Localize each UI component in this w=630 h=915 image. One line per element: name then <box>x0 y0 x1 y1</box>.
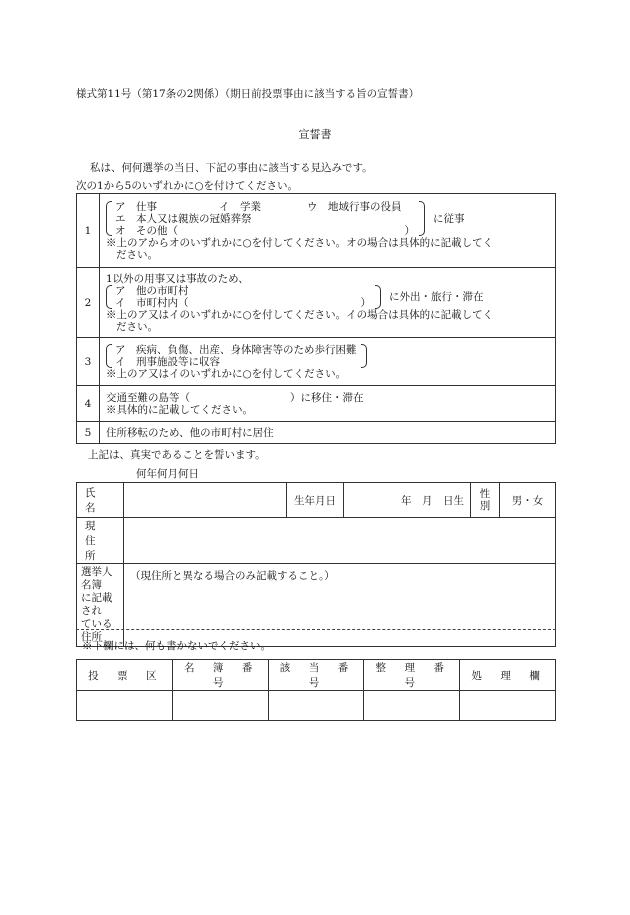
option-a[interactable]: ア 仕事 <box>115 200 157 213</box>
birth-field[interactable]: 年 月 日生 <box>344 483 471 518</box>
option-o[interactable]: オ その他（ <box>115 224 178 237</box>
option-a[interactable]: ア 疾病、負傷、出産、身体障害等のため歩行困難 <box>115 343 357 356</box>
address-label: 現 住 所 <box>77 518 124 564</box>
do-not-write-note: ※下欄には、何も書かないでください。 <box>82 640 271 652</box>
vow-statement: 上記は、真実であることを誓います。 <box>88 449 266 461</box>
office-header-row <box>77 660 556 691</box>
reason-1-note-cont: ださい。 <box>116 248 158 261</box>
reason-row-2 <box>77 268 556 338</box>
col-voting-district: 投 票 区 <box>77 660 173 691</box>
reason-number: 2 <box>77 268 100 338</box>
office-cell <box>172 691 268 721</box>
intro-line-2: 次の1から5のいずれかに○を付けてください。 <box>76 180 299 192</box>
reason-4-suffix: ）に移住・滞在 <box>290 391 364 404</box>
col-processing: 処 理 欄 <box>460 660 556 691</box>
option-e[interactable]: エ 本人又は親族の冠婚葬祭 <box>115 212 252 225</box>
option-a[interactable]: ア 他の市町村 <box>115 284 189 297</box>
label-line-3: ている住所 <box>81 618 113 643</box>
reason-4-line[interactable]: 交通至難の島等（ <box>106 391 190 404</box>
reason-row-4 <box>77 386 556 422</box>
office-cell <box>268 691 364 721</box>
reason-row-3 <box>77 338 556 386</box>
right-bracket <box>375 285 381 309</box>
reason-number: 1 <box>77 194 100 268</box>
reason-1-suffix: に従事 <box>433 212 465 225</box>
label-line-1: 選挙人名簿 <box>81 566 113 591</box>
registered-address-note: （現住所と異なる場合のみ記載すること。） <box>130 570 335 582</box>
close-paren: ） <box>404 224 415 237</box>
option-u[interactable]: ウ 地域行事の役員 <box>307 200 402 213</box>
reason-body <box>100 386 556 422</box>
name-field[interactable] <box>124 483 287 518</box>
reason-1-options <box>106 201 551 237</box>
reason-body <box>100 268 556 338</box>
option-i[interactable]: イ 市町村内（ <box>115 296 189 309</box>
reason-2-options <box>106 285 551 309</box>
reason-number: 3 <box>77 338 100 386</box>
form-header: 様式第11号（第17条の2関係）（期日前投票事由に該当する旨の宣誓書） <box>76 88 420 100</box>
reason-number: 4 <box>77 386 100 422</box>
reason-body[interactable]: 住所移転のため、他の市町村に居住 <box>100 422 556 444</box>
dotted-divider <box>76 629 556 630</box>
option-i[interactable]: イ 刑事施設等に収容 <box>115 355 220 368</box>
document-title: 宣誓書 <box>298 128 332 141</box>
reason-2-note: ※上のア又はイのいずれかに○を付してください。イの場合は具体的に記載してく <box>106 308 494 321</box>
right-bracket <box>419 201 425 236</box>
registered-address-field[interactable] <box>124 564 556 647</box>
office-cell <box>364 691 460 721</box>
address-row <box>77 518 556 564</box>
reason-1-note: ※上のアからオのいずれかに○を付してください。オの場合は具体的に記載してく <box>106 236 494 249</box>
reason-2-note-cont: ださい。 <box>116 320 158 333</box>
reason-2-lead: 1以外の用事又は事故のため、 <box>106 272 249 285</box>
gender-field[interactable]: 男・女 <box>500 483 556 518</box>
reason-body <box>100 194 556 268</box>
gender-label <box>471 483 500 518</box>
reason-body <box>100 338 556 386</box>
reason-2-suffix: に外出・旅行・滞在 <box>389 290 484 303</box>
left-bracket <box>106 201 112 236</box>
intro-line-1: 私は、何何選挙の当日、下記の事由に該当する見込みです。 <box>90 162 373 174</box>
left-bracket <box>106 285 112 309</box>
right-bracket <box>361 344 367 368</box>
col-register-number: 名 簿 番 号 <box>172 660 268 691</box>
reason-number: 5 <box>77 422 100 444</box>
reasons-table <box>76 193 556 444</box>
reason-4-note: ※具体的に記載してください。 <box>106 403 253 416</box>
reason-row-1 <box>77 194 556 268</box>
col-applicable-number: 該 当 番 号 <box>268 660 364 691</box>
office-use-table <box>76 659 556 721</box>
applicant-table <box>76 482 556 647</box>
birth-label: 生年月日 <box>287 483 344 518</box>
office-cell <box>460 691 556 721</box>
name-label: 氏 名 <box>77 483 124 518</box>
col-reference-number: 整 理 番 号 <box>364 660 460 691</box>
left-bracket <box>106 344 112 368</box>
label-line-2: に記載され <box>81 592 113 617</box>
gender-label-1: 性 <box>479 488 491 500</box>
address-field[interactable] <box>124 518 556 564</box>
reason-3-options <box>106 344 551 368</box>
registered-address-label <box>77 564 124 647</box>
option-i[interactable]: イ 学業 <box>219 200 261 213</box>
reason-row-5 <box>77 422 556 444</box>
office-value-row <box>77 691 556 721</box>
name-row <box>77 483 556 518</box>
date-line: 何年何月何日 <box>136 468 199 480</box>
close-paren: ） <box>360 296 371 309</box>
registered-address-row <box>77 564 556 647</box>
reason-3-note: ※上のア又はイのいずれかに○を付してください。 <box>106 367 347 380</box>
gender-label-2: 別 <box>479 500 491 512</box>
office-cell <box>77 691 173 721</box>
